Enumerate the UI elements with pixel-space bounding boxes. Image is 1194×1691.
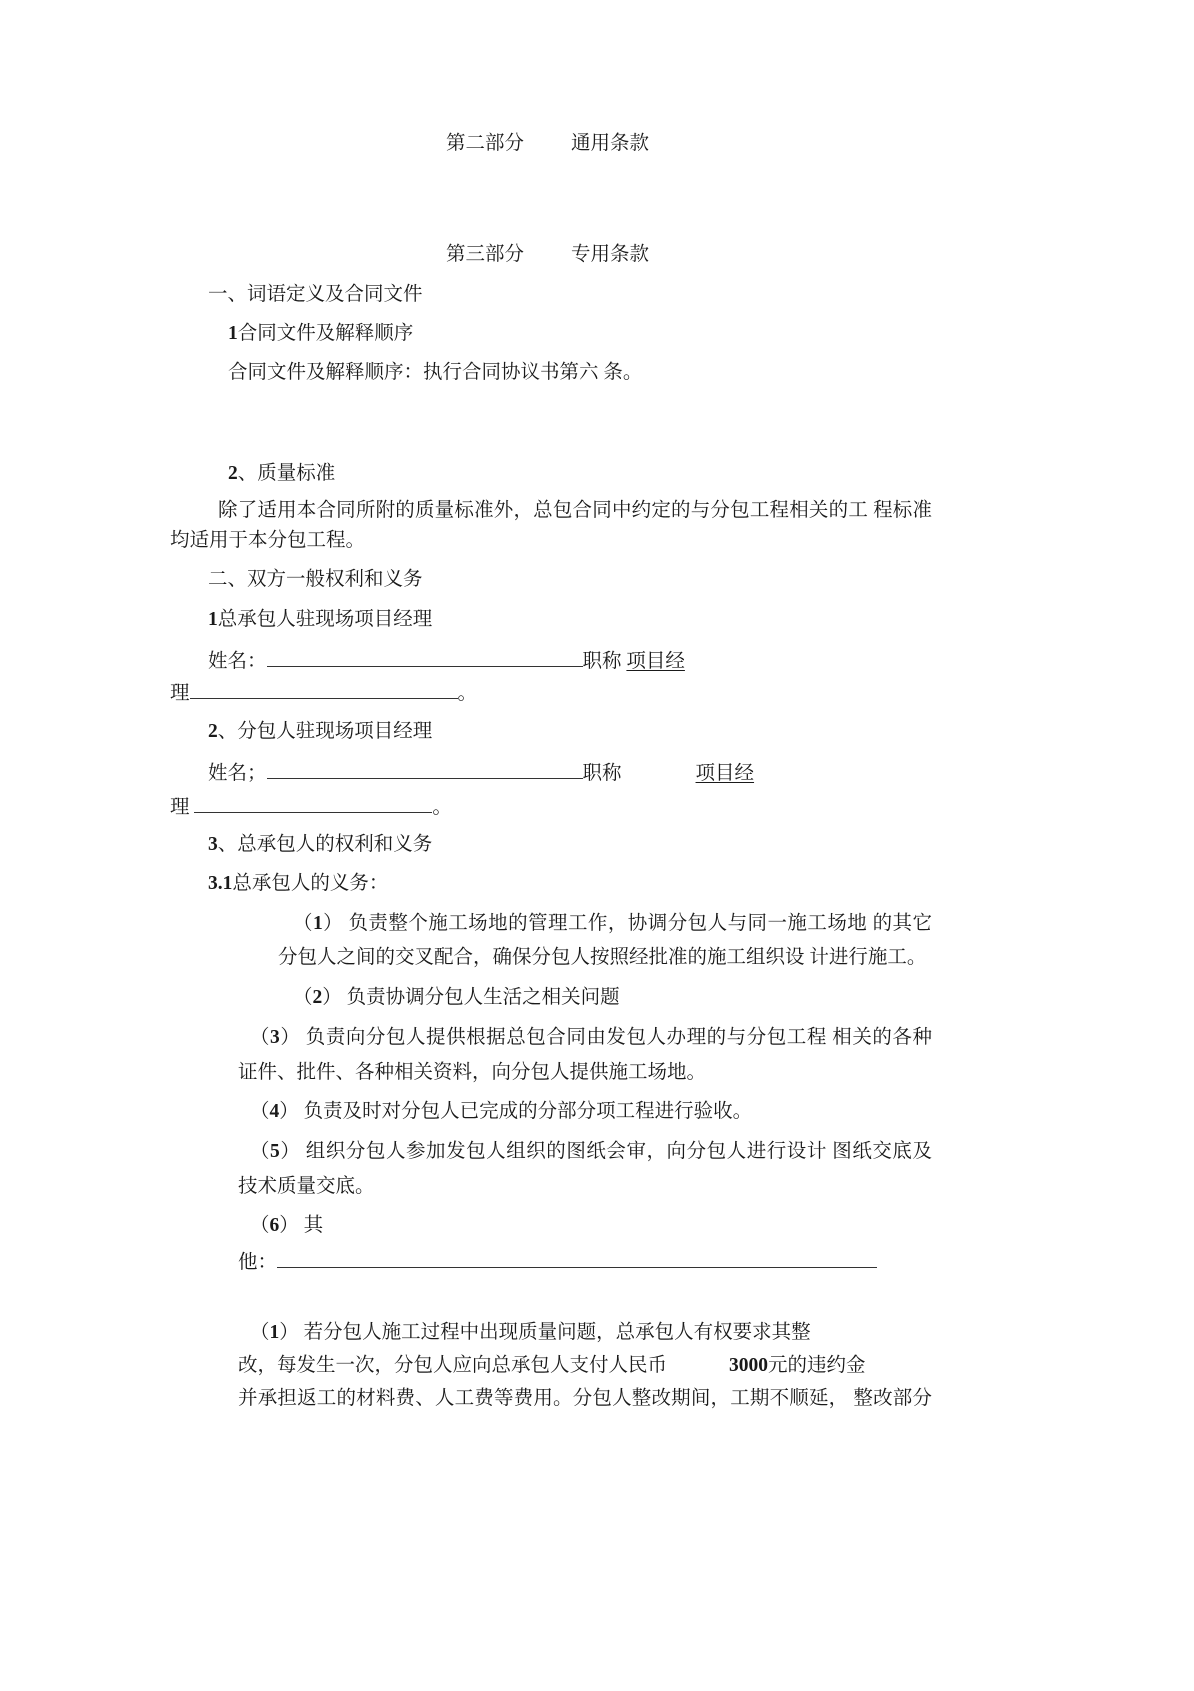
text-segment: 职称 — [582, 651, 627, 672]
text-segment: （ — [293, 913, 313, 934]
underlined-text: 项目经 — [695, 763, 755, 784]
text-segment: 合同文件及解释顺序 — [237, 323, 414, 344]
paragraph-line — [250, 1320, 811, 1346]
text-segment: （ — [250, 1101, 270, 1122]
text-segment: 、总承包人的权利和义务 — [217, 834, 433, 855]
paragraph-line — [208, 871, 388, 897]
text-segment: （ — [250, 1027, 271, 1048]
text-segment: 姓名： — [208, 651, 267, 672]
paragraph-line — [293, 985, 620, 1011]
text-segment: （ — [250, 1322, 270, 1343]
paragraph-line — [170, 528, 365, 554]
text-segment: 姓名； — [208, 763, 267, 784]
text-segment: 。 — [432, 797, 452, 818]
paragraph-line — [278, 945, 926, 971]
paragraph-line — [208, 607, 432, 633]
text-segment: 一、词语定义及合同文件 — [208, 284, 423, 305]
text-segment: （ — [250, 1141, 271, 1162]
text-segment: （ — [250, 1215, 270, 1236]
paragraph-line — [238, 1060, 706, 1086]
paragraph-line — [238, 1174, 375, 1200]
text-segment: 1 — [208, 609, 218, 630]
text-segment: 除了适用本合同所附的质量标准外，总包合同中约定的与分包工程相关的工 程标准 — [218, 500, 932, 521]
text-segment: 3.1 — [208, 873, 233, 894]
paragraph-line — [228, 321, 413, 347]
text-segment: 二、双方一般权利和义务 — [208, 569, 423, 590]
paragraph-line — [446, 242, 649, 268]
text-segment: 理 — [170, 683, 190, 704]
fill-in-blank — [267, 758, 583, 779]
text-segment: ） 若分包人施工过程中出现质量问题，总承包人有权要求其整 — [279, 1322, 811, 1343]
paragraph-line — [238, 1247, 877, 1276]
paragraph-line — [208, 282, 423, 308]
text-segment: 元的违约金 — [768, 1355, 866, 1376]
fill-in-blank — [194, 792, 432, 813]
text-segment: 6 — [269, 1215, 280, 1236]
paragraph-line — [170, 678, 477, 707]
text-segment: 分包人之间的交叉配合，确保分包人按照经批准的施工组织设 计进行施工。 — [278, 947, 927, 968]
fill-in-blank — [190, 678, 458, 699]
text-segment: 、分包人驻现场项目经理 — [217, 721, 433, 742]
paragraph-line — [228, 360, 642, 386]
text-segment: 合同文件及解释顺序：执行合同协议书第六 条。 — [228, 362, 643, 383]
text-segment: 他： — [238, 1252, 278, 1273]
text-segment: 技术质量交底。 — [238, 1176, 375, 1197]
paragraph-line — [293, 911, 932, 937]
fill-in-blank — [277, 1247, 877, 1268]
text-segment: 2 — [312, 987, 323, 1008]
text-segment: 1 — [269, 1322, 280, 1343]
text-segment: ） 其 — [279, 1215, 324, 1236]
text-segment: 第二部分 — [446, 133, 525, 154]
text-segment: 总承包人驻现场项目经理 — [217, 609, 433, 630]
fill-in-blank — [267, 646, 583, 667]
text-segment: 2 — [228, 463, 238, 484]
text-segment: 证件、批件、各种相关资料，向分包人提供施工场地。 — [238, 1062, 707, 1083]
text-segment: 4 — [269, 1101, 280, 1122]
text-segment: 专用条款 — [571, 244, 650, 265]
text-segment: 通用条款 — [571, 133, 650, 154]
underlined-text: 项目经 — [626, 651, 685, 672]
paragraph-line — [238, 1386, 932, 1412]
paragraph-line — [208, 832, 432, 858]
paragraph-line — [208, 719, 432, 745]
text-segment: 职称 — [582, 763, 622, 784]
text-segment: 1 — [312, 913, 323, 934]
text-segment: ） 负责协调分包人生活之相关问题 — [322, 987, 620, 1008]
text-segment: （ — [293, 987, 313, 1008]
paragraph-line — [208, 567, 423, 593]
text-segment: ） 负责整个施工场地的管理工作，协调分包人与同一施工场地 的其它 — [322, 913, 932, 934]
paragraph-line — [446, 131, 649, 157]
paragraph-line — [250, 1025, 932, 1051]
text-segment: 第三部分 — [446, 244, 525, 265]
text-segment: 1 — [228, 323, 238, 344]
text-segment: 3000 — [729, 1355, 769, 1376]
paragraph-line — [218, 498, 932, 524]
paragraph-line — [250, 1213, 323, 1239]
text-segment: 3 — [270, 1027, 280, 1048]
text-segment: 3 — [208, 834, 218, 855]
text-segment: ） 负责及时对分包人已完成的分部分项工程进行验收。 — [279, 1101, 753, 1122]
text-segment: 总承包人的义务： — [232, 873, 389, 894]
text-segment: 理 — [170, 797, 195, 818]
paragraph-line — [208, 646, 685, 675]
paragraph-line — [238, 1353, 866, 1379]
text-segment: ） 负责向分包人提供根据总包合同由发包人办理的与分包工程 相关的各种 — [279, 1027, 932, 1048]
text-segment: 改，每发生一次，分包人应向总承包人支付人民币 — [238, 1355, 668, 1376]
paragraph-line — [250, 1099, 752, 1125]
text-segment: 、质量标准 — [237, 463, 336, 484]
paragraph-line — [228, 461, 335, 487]
text-segment: 均适用于本分包工程。 — [170, 530, 366, 551]
text-segment: ） 组织分包人参加发包人组织的图纸会审，向分包人进行设计 图纸交底及 — [279, 1141, 932, 1162]
text-segment: 并承担返工的材料费、人工费等费用。分包人整改期间，工期不顺延， 整改部分 — [238, 1388, 932, 1409]
text-segment: 2 — [208, 721, 218, 742]
paragraph-line — [250, 1139, 932, 1165]
text-segment: 。 — [457, 683, 478, 704]
text-segment: 5 — [270, 1141, 280, 1162]
paragraph-line — [170, 792, 452, 821]
paragraph-line — [208, 758, 754, 787]
